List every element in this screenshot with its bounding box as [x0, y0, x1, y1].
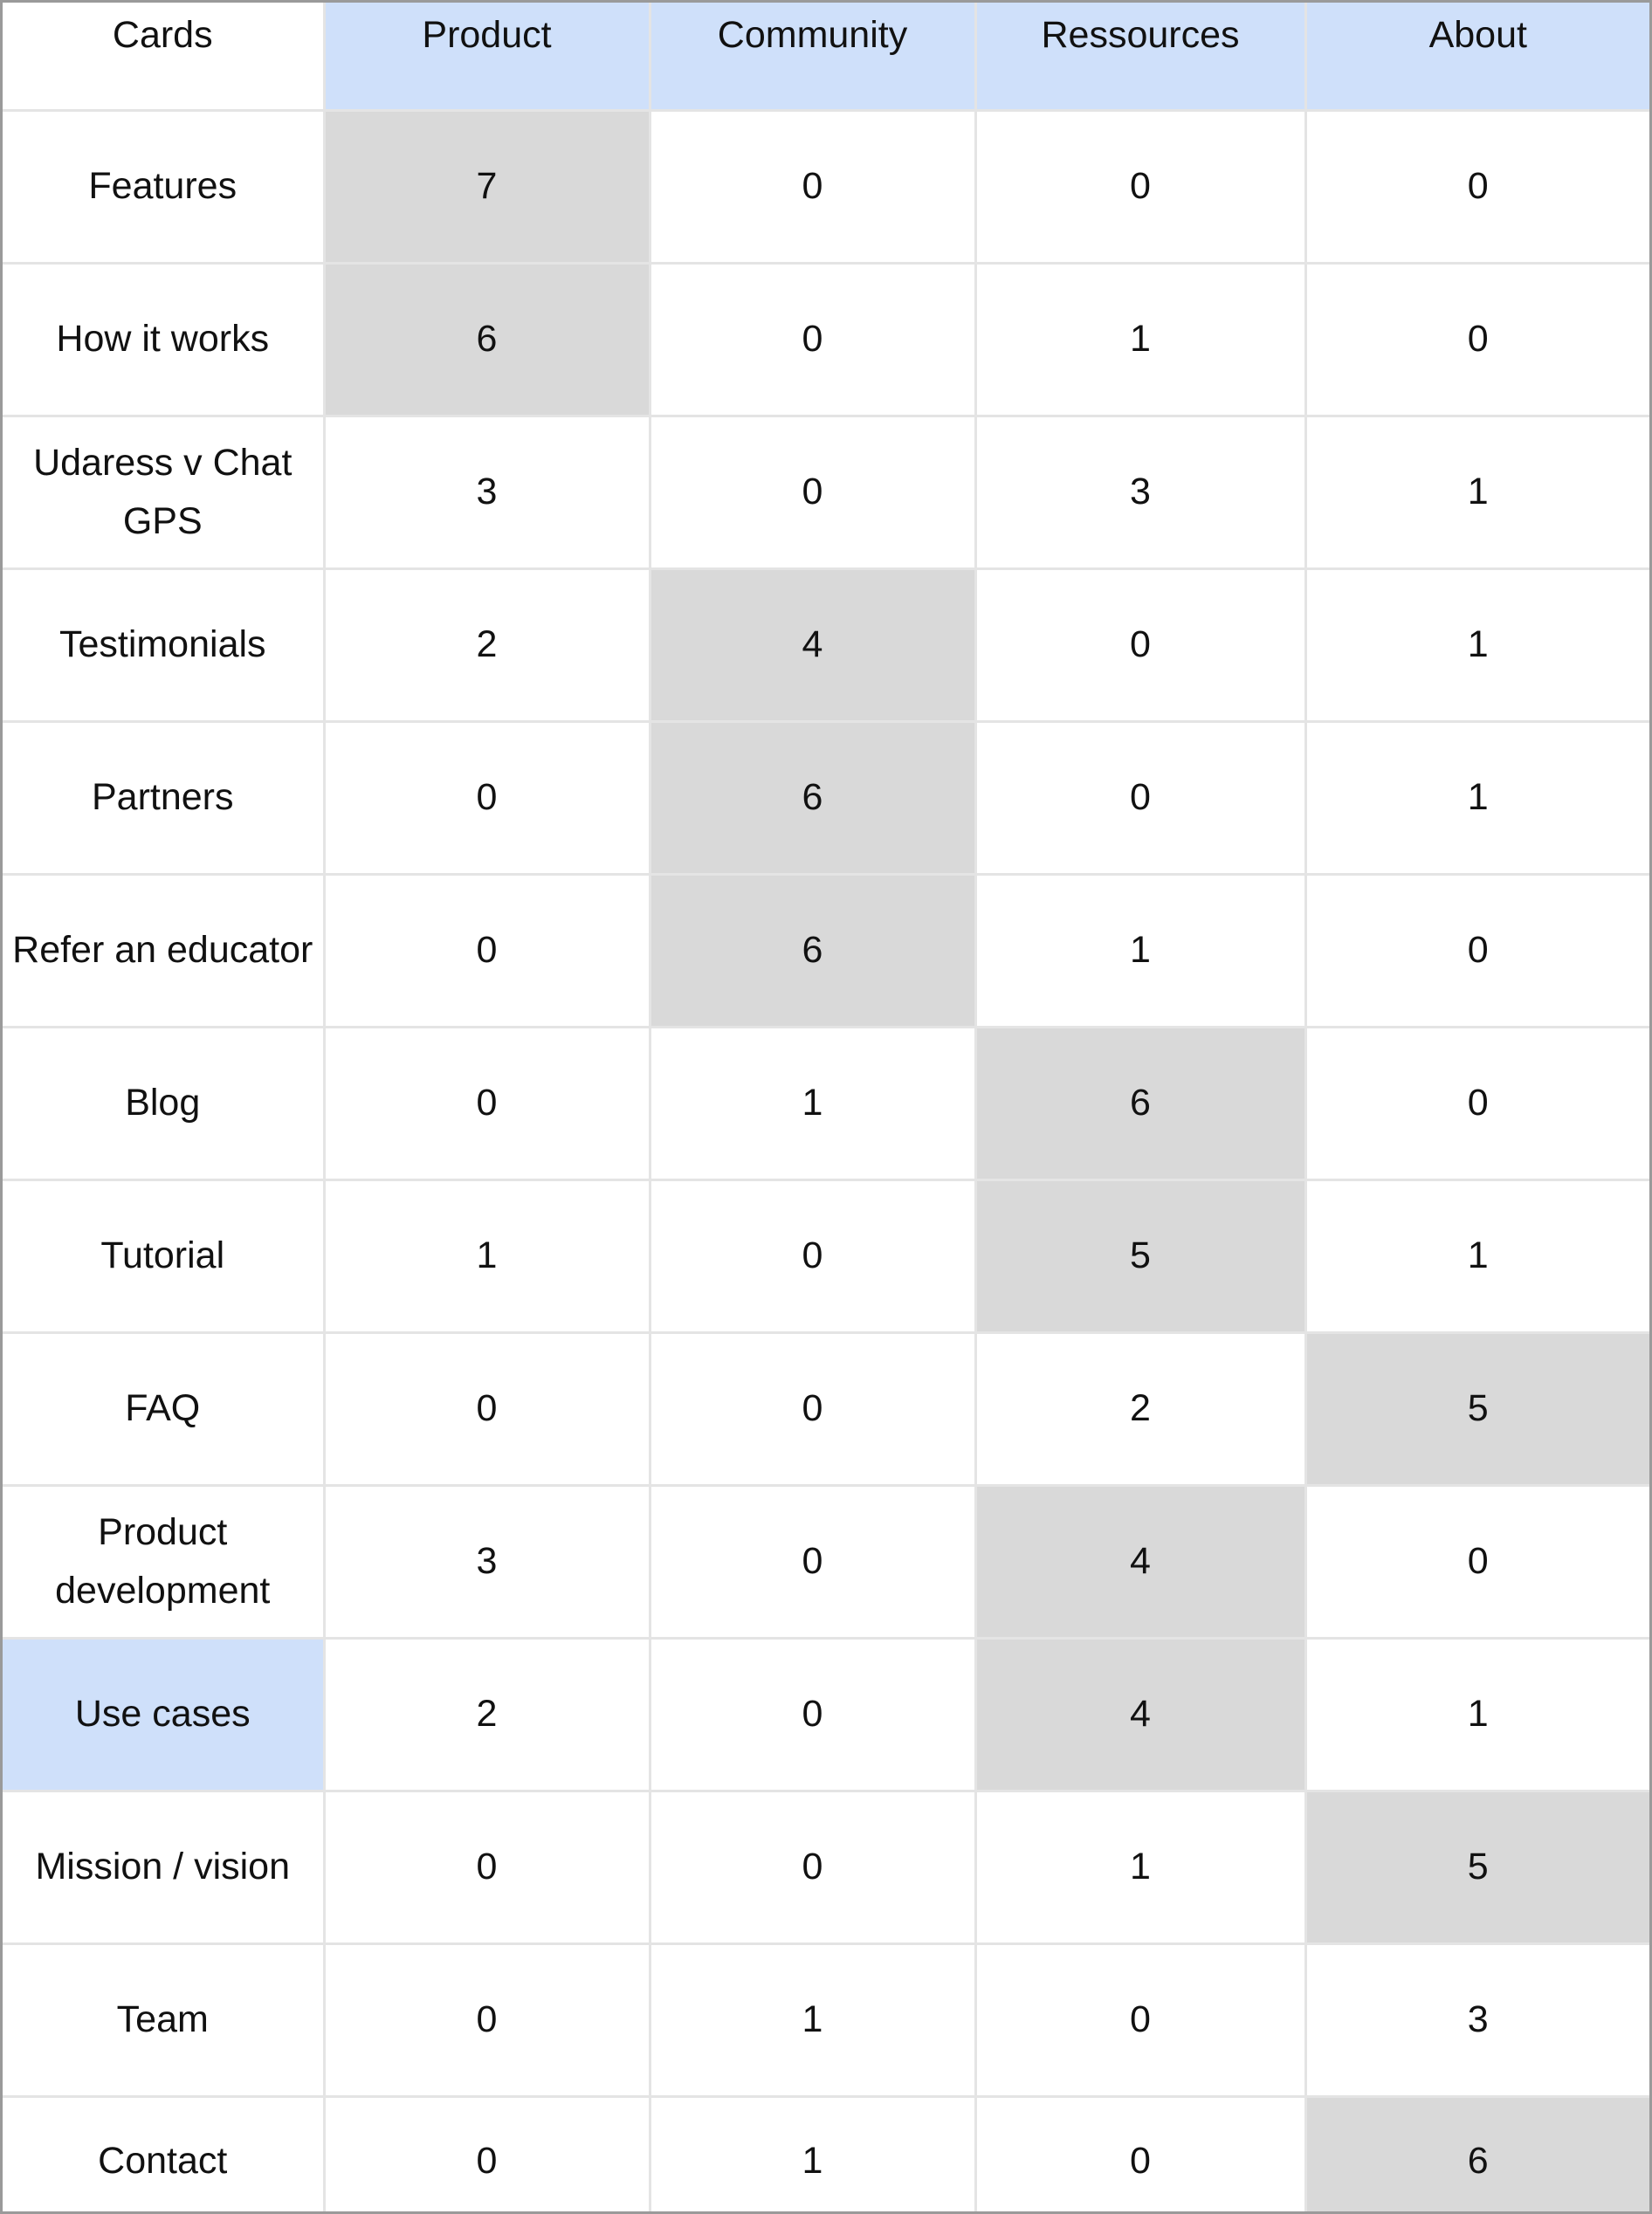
value-cell[interactable]: 0	[975, 568, 1305, 721]
value-cell[interactable]: 0	[1305, 874, 1649, 1027]
value-cell[interactable]: 6	[650, 874, 975, 1027]
value-cell[interactable]: 0	[650, 1791, 975, 1943]
row-label-cell[interactable]: How it works	[3, 263, 324, 416]
table-row	[3, 1179, 1649, 1332]
value-cell[interactable]: 4	[975, 1485, 1305, 1638]
row-label-cell[interactable]: Partners	[3, 721, 324, 874]
table-row	[3, 2096, 1649, 2214]
card-sort-table	[3, 3, 1649, 2214]
value-cell[interactable]: 6	[324, 263, 650, 416]
value-cell[interactable]: 1	[650, 2096, 975, 2214]
table-row	[3, 263, 1649, 416]
value-cell[interactable]: 0	[650, 263, 975, 416]
table-row	[3, 110, 1649, 263]
header-row	[3, 3, 1649, 110]
row-label-cell[interactable]: FAQ	[3, 1332, 324, 1485]
table-row	[3, 568, 1649, 721]
value-cell[interactable]: 4	[975, 1638, 1305, 1791]
value-cell[interactable]: 6	[650, 721, 975, 874]
value-cell[interactable]: 1	[1305, 1179, 1649, 1332]
value-cell[interactable]: 2	[324, 568, 650, 721]
value-cell[interactable]: 7	[324, 110, 650, 263]
row-label-cell-selected[interactable]: Use cases	[3, 1638, 324, 1791]
value-cell[interactable]: 1	[975, 263, 1305, 416]
value-cell[interactable]: 1	[975, 874, 1305, 1027]
header-cards[interactable]: Cards	[3, 3, 324, 110]
value-cell[interactable]: 2	[324, 1638, 650, 1791]
value-cell[interactable]: 3	[324, 1485, 650, 1638]
value-cell[interactable]: 0	[324, 721, 650, 874]
value-cell[interactable]: 3	[975, 416, 1305, 568]
value-cell[interactable]: 3	[324, 416, 650, 568]
value-cell[interactable]: 0	[650, 1179, 975, 1332]
table-row	[3, 1027, 1649, 1179]
value-cell[interactable]: 1	[650, 1943, 975, 2096]
value-cell[interactable]: 0	[324, 1332, 650, 1485]
value-cell[interactable]: 0	[650, 1638, 975, 1791]
header-product[interactable]: Product	[324, 3, 650, 110]
value-cell[interactable]: 3	[1305, 1943, 1649, 2096]
row-label-cell[interactable]: Product development	[3, 1485, 324, 1638]
value-cell[interactable]: 0	[1305, 1485, 1649, 1638]
value-cell[interactable]: 0	[975, 721, 1305, 874]
value-cell[interactable]: 5	[1305, 1332, 1649, 1485]
row-label-cell[interactable]: Blog	[3, 1027, 324, 1179]
value-cell[interactable]: 0	[975, 110, 1305, 263]
value-cell[interactable]: 1	[975, 1791, 1305, 1943]
value-cell[interactable]: 0	[324, 2096, 650, 2214]
value-cell[interactable]: 1	[324, 1179, 650, 1332]
value-cell[interactable]: 0	[324, 1027, 650, 1179]
value-cell[interactable]: 0	[1305, 263, 1649, 416]
row-label-cell[interactable]: Mission / vision	[3, 1791, 324, 1943]
value-cell[interactable]: 6	[975, 1027, 1305, 1179]
table-row	[3, 416, 1649, 568]
table-row	[3, 1332, 1649, 1485]
value-cell[interactable]: 2	[975, 1332, 1305, 1485]
row-label-cell[interactable]: Refer an educator	[3, 874, 324, 1027]
value-cell[interactable]: 0	[1305, 1027, 1649, 1179]
header-about[interactable]: About	[1305, 3, 1649, 110]
value-cell[interactable]: 0	[324, 1943, 650, 2096]
value-cell[interactable]: 0	[650, 416, 975, 568]
row-label-cell[interactable]: Team	[3, 1943, 324, 2096]
value-cell[interactable]: 1	[1305, 416, 1649, 568]
value-cell[interactable]: 0	[975, 2096, 1305, 2214]
row-label-cell[interactable]: Features	[3, 110, 324, 263]
value-cell[interactable]: 4	[650, 568, 975, 721]
value-cell[interactable]: 5	[1305, 1791, 1649, 1943]
row-label-cell[interactable]: Testimonials	[3, 568, 324, 721]
row-label-cell[interactable]: Tutorial	[3, 1179, 324, 1332]
row-label-cell[interactable]: Contact	[3, 2096, 324, 2214]
value-cell[interactable]: 0	[650, 1332, 975, 1485]
value-cell[interactable]: 0	[650, 110, 975, 263]
value-cell[interactable]: 0	[1305, 110, 1649, 263]
table-row	[3, 1943, 1649, 2096]
value-cell[interactable]: 0	[324, 874, 650, 1027]
table-row	[3, 1791, 1649, 1943]
value-cell[interactable]: 1	[650, 1027, 975, 1179]
header-ressources[interactable]: Ressources	[975, 3, 1305, 110]
table-row	[3, 721, 1649, 874]
value-cell[interactable]: 1	[1305, 1638, 1649, 1791]
value-cell[interactable]: 1	[1305, 721, 1649, 874]
table-row	[3, 874, 1649, 1027]
value-cell[interactable]: 0	[324, 1791, 650, 1943]
row-label-cell[interactable]: Udaress v Chat GPS	[3, 416, 324, 568]
header-community[interactable]: Community	[650, 3, 975, 110]
table-row	[3, 1485, 1649, 1638]
value-cell[interactable]: 0	[650, 1485, 975, 1638]
value-cell[interactable]: 1	[1305, 568, 1649, 721]
value-cell[interactable]: 5	[975, 1179, 1305, 1332]
value-cell[interactable]: 0	[975, 1943, 1305, 2096]
value-cell[interactable]: 6	[1305, 2096, 1649, 2214]
table-row	[3, 1638, 1649, 1791]
